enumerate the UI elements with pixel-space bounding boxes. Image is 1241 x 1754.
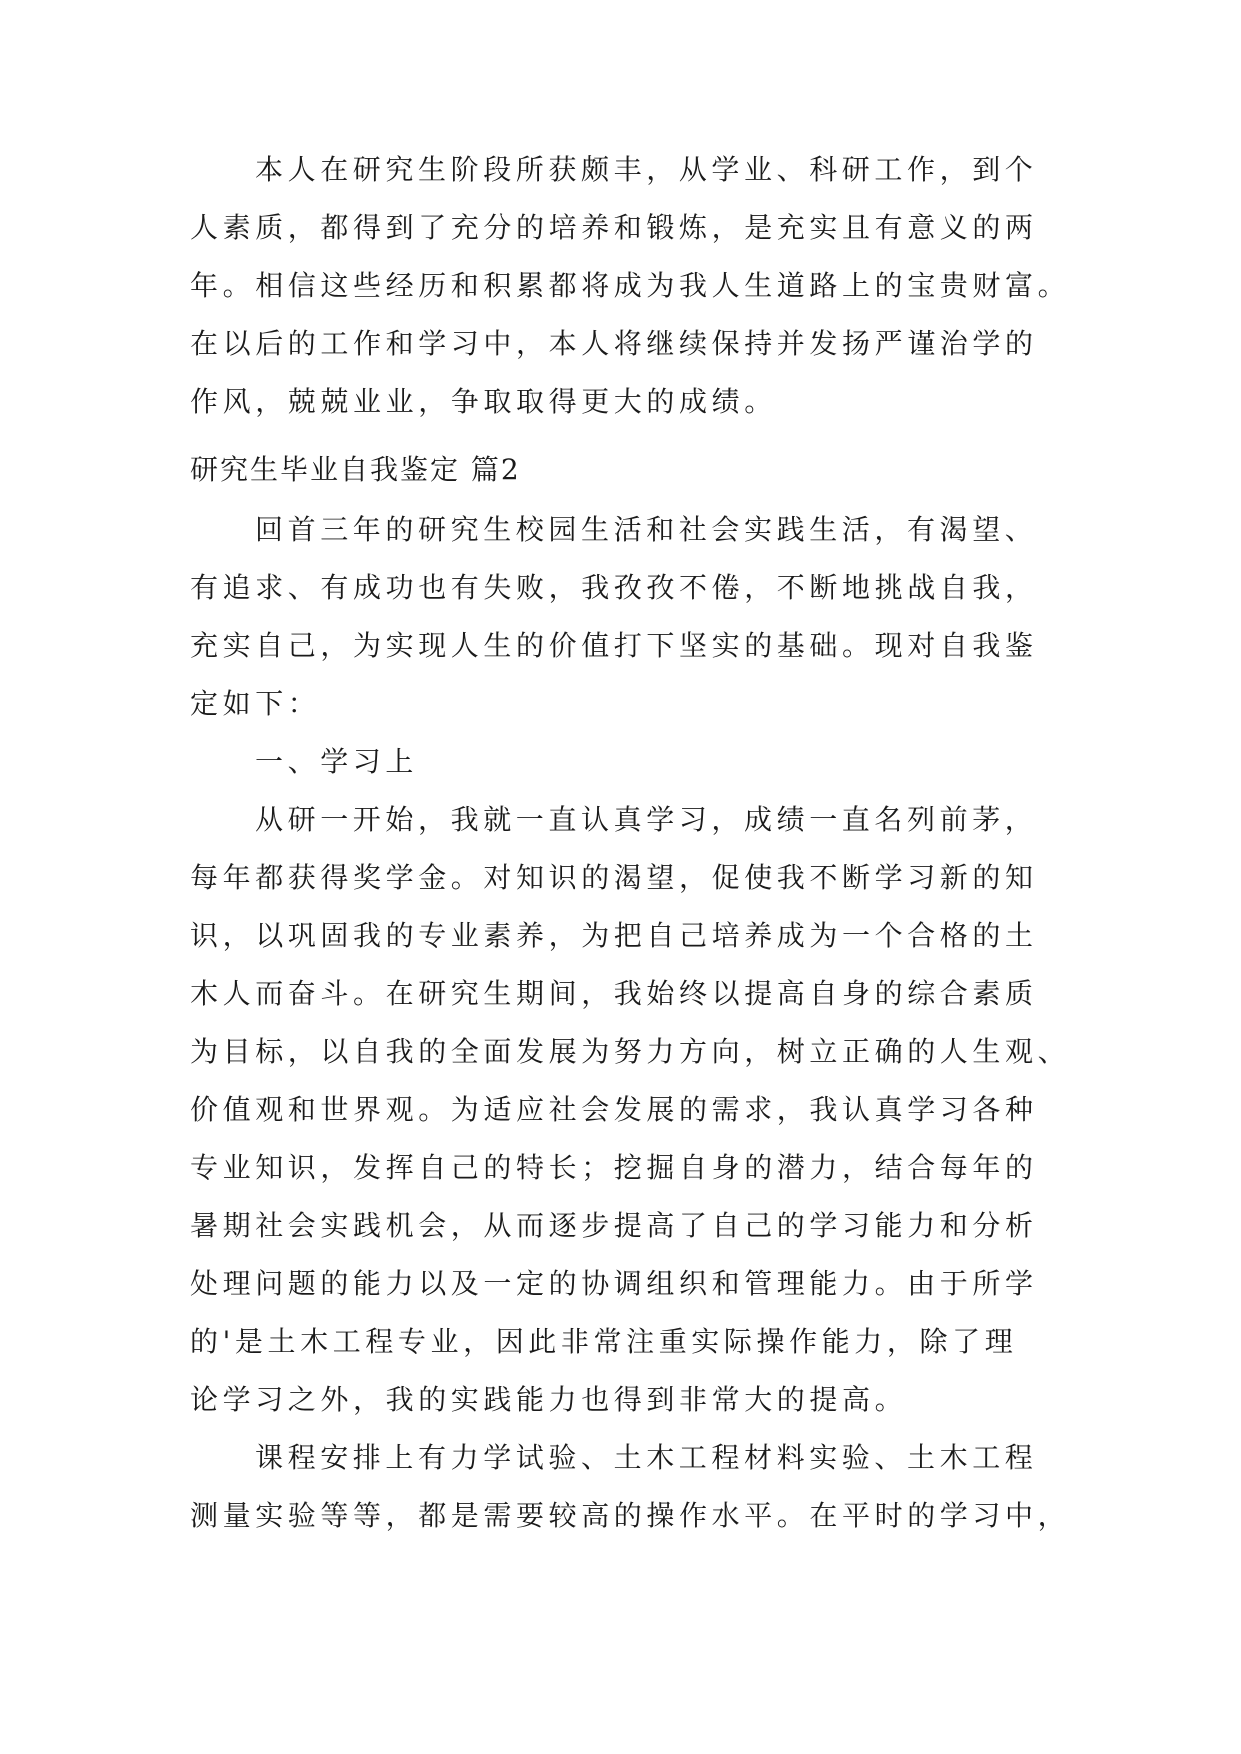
paragraph-line: 的'是土木工程专业，因此非常注重实际操作能力，除了理 <box>190 1325 1018 1358</box>
paragraph-line: 测量实验等等，都是需要较高的操作水平。在平时的学习中， <box>190 1499 1071 1532</box>
paragraph-line: 在以后的工作和学习中，本人将继续保持并发扬严谨治学的 <box>190 327 1038 360</box>
paragraph-line: 有追求、有成功也有失败，我孜孜不倦，不断地挑战自我， <box>190 571 1038 604</box>
paragraph-line: 识，以巩固我的专业素养，为把自己培养成为一个合格的土 <box>190 919 1038 952</box>
section-heading: 研究生毕业自我鉴定 篇2 <box>190 453 521 486</box>
paragraph-line: 处理问题的能力以及一定的协调组织和管理能力。由于所学 <box>190 1267 1038 1300</box>
paragraph-line: 从研一开始，我就一直认真学习，成绩一直名列前茅， <box>255 803 1038 836</box>
paragraph-line: 充实自己，为实现人生的价值打下坚实的基础。现对自我鉴 <box>190 629 1038 662</box>
paragraph-line: 论学习之外，我的实践能力也得到非常大的提高。 <box>190 1383 908 1416</box>
subsection-heading: 一、学习上 <box>255 745 419 778</box>
paragraph-line: 年。相信这些经历和积累都将成为我人生道路上的宝贵财富。 <box>190 269 1071 302</box>
paragraph-line: 专业知识，发挥自己的特长；挖掘自身的潜力，结合每年的 <box>190 1151 1038 1184</box>
paragraph-line: 回首三年的研究生校园生活和社会实践生活，有渴望、 <box>255 513 1038 546</box>
paragraph-line: 人素质，都得到了充分的培养和锻炼，是充实且有意义的两 <box>190 211 1038 244</box>
paragraph-line: 为目标，以自我的全面发展为努力方向，树立正确的人生观、 <box>190 1035 1071 1068</box>
paragraph-line: 课程安排上有力学试验、土木工程材料实验、土木工程 <box>255 1441 1038 1474</box>
paragraph-line: 木人而奋斗。在研究生期间，我始终以提高自身的综合素质 <box>190 977 1038 1010</box>
paragraph-line: 暑期社会实践机会，从而逐步提高了自己的学习能力和分析 <box>190 1209 1038 1242</box>
paragraph-line: 作风，兢兢业业，争取取得更大的成绩。 <box>190 385 777 418</box>
paragraph-line: 每年都获得奖学金。对知识的渴望，促使我不断学习新的知 <box>190 861 1038 894</box>
paragraph-line: 本人在研究生阶段所获颇丰，从学业、科研工作，到个 <box>255 153 1038 186</box>
paragraph-line: 价值观和世界观。为适应社会发展的需求，我认真学习各种 <box>190 1093 1038 1126</box>
paragraph-line: 定如下： <box>190 687 321 720</box>
